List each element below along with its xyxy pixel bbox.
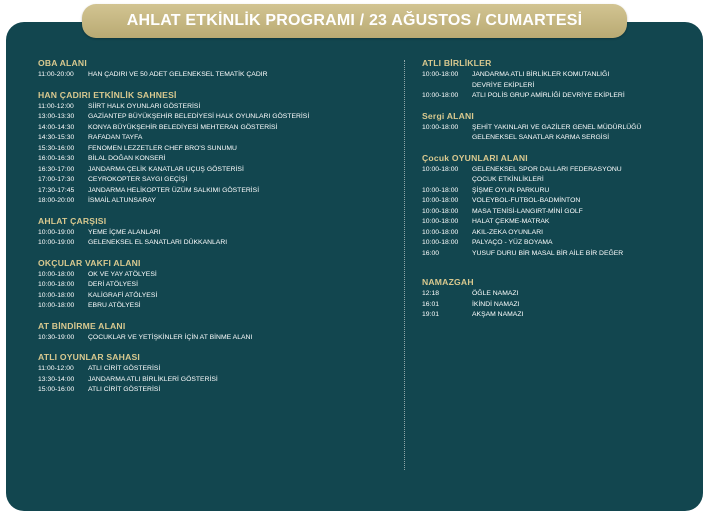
schedule-row	[422, 196, 692, 207]
schedule-row	[422, 238, 692, 249]
event-time: 12:18	[422, 290, 440, 297]
event-description: ÇOCUKLAR VE YETİŞKİNLER İÇİN AT BİNME ALANI	[88, 333, 253, 341]
schedule-row	[38, 165, 388, 176]
event-description: ATLI CİRİT GÖSTERİSİ	[88, 386, 161, 393]
event-description: CEYROKOPTER SAYGI GEÇİŞİ	[88, 176, 188, 183]
schedule-row	[422, 186, 692, 197]
event-description: JANDARMA ATLI BİRLİKLER KOMUTANLIĞI DEVRİYE EKİPLERİ	[472, 71, 610, 89]
schedule-row	[38, 375, 388, 386]
event-description: MASA TENİSİ-LANGIRT-MİNİ GOLF	[472, 207, 583, 215]
event-time: 10:00-18:00	[38, 281, 75, 288]
program-section	[38, 352, 388, 396]
event-time: 15:30-16:00	[38, 144, 75, 152]
event-description: KALİGRAFİ ATÖLYESİ	[88, 291, 158, 299]
column-divider	[404, 60, 405, 470]
schedule-row	[422, 228, 692, 239]
event-time: 10:00-18:00	[422, 228, 459, 236]
event-description: JANDARMA HELİKOPTER ÜZÜM SALKIMI GÖSTERİSİ	[88, 186, 260, 194]
event-description: ATLI POLİS GRUP AMİRLİĞİ DEVRİYE EKİPLERİ	[472, 92, 625, 99]
event-description: HALAT ÇEKME-MATRAK	[472, 218, 550, 225]
event-description: AKŞAM NAMAZI	[472, 311, 524, 318]
program-section	[422, 111, 692, 144]
event-time: 10:00-18:00	[422, 92, 459, 99]
schedule-row	[422, 91, 692, 102]
event-time: 10:00-19:00	[38, 239, 75, 246]
event-time: 16:00-16:30	[38, 155, 75, 162]
event-time: 10:00-18:00	[38, 270, 75, 278]
schedule-row	[38, 102, 388, 113]
schedule-row	[38, 123, 388, 134]
event-description: HAN ÇADIRI VE 50 ADET GELENEKSEL TEMATİK ÇADIR	[88, 71, 268, 78]
event-description: FENOMEN LEZZETLER CHEF BRO'S SUNUMU	[88, 144, 237, 152]
event-description: ATLI CİRİT GÖSTERİSİ	[88, 365, 161, 372]
event-time: 16:30-17:00	[38, 165, 75, 173]
schedule-row	[38, 270, 388, 281]
schedule-row	[422, 217, 692, 228]
event-time: 17:00-17:30	[38, 176, 75, 183]
schedule-row	[38, 196, 388, 207]
event-time: 16:00	[422, 249, 440, 257]
event-time: 10:00-18:00	[422, 197, 459, 204]
schedule-row	[38, 301, 388, 312]
event-time: 11:00-20:00	[38, 71, 74, 78]
event-description: DERİ ATÖLYESİ	[88, 281, 138, 288]
section-title: AT BİNDİRME ALANI	[38, 320, 126, 331]
program-title: AHLAT ETKİNLİK PROGRAMI / 23 AĞUSTOS / CUMARTESİ	[126, 12, 583, 29]
event-time: 10:00-18:00	[38, 302, 75, 309]
event-time: 10:00-18:00	[422, 71, 459, 78]
event-description: GAZİANTEP BÜYÜKŞEHİR BELEDİYESİ HALK OYUNLARI GÖSTERİSİ	[88, 113, 310, 120]
event-description: ÖĞLE NAMAZI	[472, 290, 519, 297]
program-title-banner	[82, 4, 627, 38]
event-description: BİLAL DOĞAN KONSERİ	[88, 155, 166, 162]
section-title: ATLI OYUNLAR SAHASI	[38, 352, 140, 362]
schedule-row	[38, 154, 388, 165]
schedule-row	[422, 165, 692, 186]
event-description: GELENEKSEL SPOR DALLARI FEDERASYONU ÇOCUK ETKİNLİKLERİ	[472, 165, 622, 183]
event-description: JANDARMA ATLI BİRLİKLERİ GÖSTERİSİ	[88, 375, 218, 383]
event-time: 14:30-15:30	[38, 134, 75, 141]
event-time: 18:00-20:00	[38, 197, 75, 204]
program-section	[38, 216, 388, 249]
schedule-row	[38, 228, 388, 239]
event-description: ŞEHİT YAKINLARI VE GAZİLER GENEL MÜDÜRLÜĞÜ GELENEKSEL SANATLAR KARMA SERGİSİ	[472, 123, 642, 141]
event-time: 15:00-16:00	[38, 386, 75, 393]
schedule-row	[38, 291, 388, 302]
event-description: ŞİŞME OYUN PARKURU	[472, 186, 550, 194]
program-section	[422, 153, 692, 260]
event-description: GELENEKSEL EL SANATLARI DÜKKANLARI	[88, 239, 228, 246]
schedule-row	[422, 207, 692, 218]
schedule-row	[38, 333, 388, 344]
event-description: PALYAÇO - YÜZ BOYAMA	[472, 239, 553, 246]
event-time: 11:00-12:00	[38, 102, 74, 110]
event-time: 10:30-19:00	[38, 333, 75, 341]
section-title: ATLI BİRLİKLER	[422, 58, 492, 68]
schedule-row	[422, 249, 692, 260]
event-description: EBRU ATÖLYESİ	[88, 302, 141, 309]
event-time: 10:00-18:00	[422, 207, 459, 215]
schedule-row	[38, 364, 388, 375]
program-section	[38, 321, 388, 344]
schedule-row	[422, 300, 692, 311]
section-title: OBA ALANI	[38, 58, 87, 68]
schedule-row	[422, 70, 692, 91]
event-time: 11:00-12:00	[38, 365, 74, 372]
section-title: Sergi ALANI	[422, 110, 475, 121]
schedule-row	[422, 310, 692, 321]
schedule-row	[38, 186, 388, 197]
event-time: 17:30-17:45	[38, 186, 75, 194]
event-time: 13:00-13:30	[38, 113, 75, 120]
event-description: YEME İÇME ALANLARI	[88, 228, 161, 236]
event-time: 19:01	[422, 311, 440, 318]
event-time: 13:30-14:00	[38, 375, 75, 383]
event-description: AKIL-ZEKA OYUNLARI	[472, 228, 544, 236]
section-title: AHLAT ÇARŞISI	[38, 215, 107, 226]
event-time: 16:01	[422, 300, 440, 308]
event-time: 10:00-18:00	[38, 291, 75, 299]
event-description: OK VE YAY ATÖLYESİ	[88, 270, 157, 278]
schedule-row	[38, 175, 388, 186]
event-time: 10:00-18:00	[422, 165, 459, 173]
program-section	[38, 58, 388, 81]
event-time: 10:00-18:00	[422, 218, 459, 225]
event-description: JANDARMA ÇELİK KANATLAR UÇUŞ GÖSTERİSİ	[88, 165, 244, 173]
program-section	[422, 58, 692, 102]
section-title: NAMAZGAH	[422, 277, 474, 287]
section-title: OKÇULAR VAKFI ALANI	[38, 257, 141, 268]
section-title: HAN ÇADIRI ETKİNLİK SAHNESİ	[38, 89, 177, 100]
event-time: 14:00-14:30	[38, 123, 75, 131]
event-time: 10:00-18:00	[422, 186, 459, 194]
schedule-row	[422, 123, 692, 144]
schedule-row	[422, 289, 692, 300]
event-time: 10:00-18:00	[422, 123, 459, 131]
schedule-row	[38, 238, 388, 249]
event-description: SİİRT HALK OYUNLARI GÖSTERİSİ	[88, 102, 201, 110]
event-time: 10:00-19:00	[38, 228, 75, 236]
schedule-row	[38, 385, 388, 396]
program-section	[38, 90, 388, 207]
program-section	[38, 258, 388, 312]
event-description: YUSUF DURU BİR MASAL BİR AİLE BİR DEĞER	[472, 249, 624, 257]
schedule-row	[38, 112, 388, 123]
left-column	[38, 58, 388, 405]
event-description: VOLEYBOL-FUTBOL-BADMİNTON	[472, 197, 581, 204]
event-description: RAFADAN TAYFA	[88, 134, 143, 141]
event-description: İSMAİL ALTUNSARAY	[88, 197, 156, 204]
event-time: 10:00-18:00	[422, 239, 459, 246]
right-column	[422, 58, 692, 330]
schedule-row	[38, 280, 388, 291]
event-description: İKİNDİ NAMAZI	[472, 300, 520, 308]
section-title: Çocuk OYUNLARI ALANI	[422, 152, 528, 163]
schedule-row	[38, 144, 388, 155]
event-description: KONYA BÜYÜKŞEHİR BELEDİYESİ MEHTERAN GÖSTERİSİ	[88, 123, 278, 131]
schedule-row	[38, 133, 388, 144]
program-section	[422, 277, 692, 321]
schedule-row	[38, 70, 388, 81]
